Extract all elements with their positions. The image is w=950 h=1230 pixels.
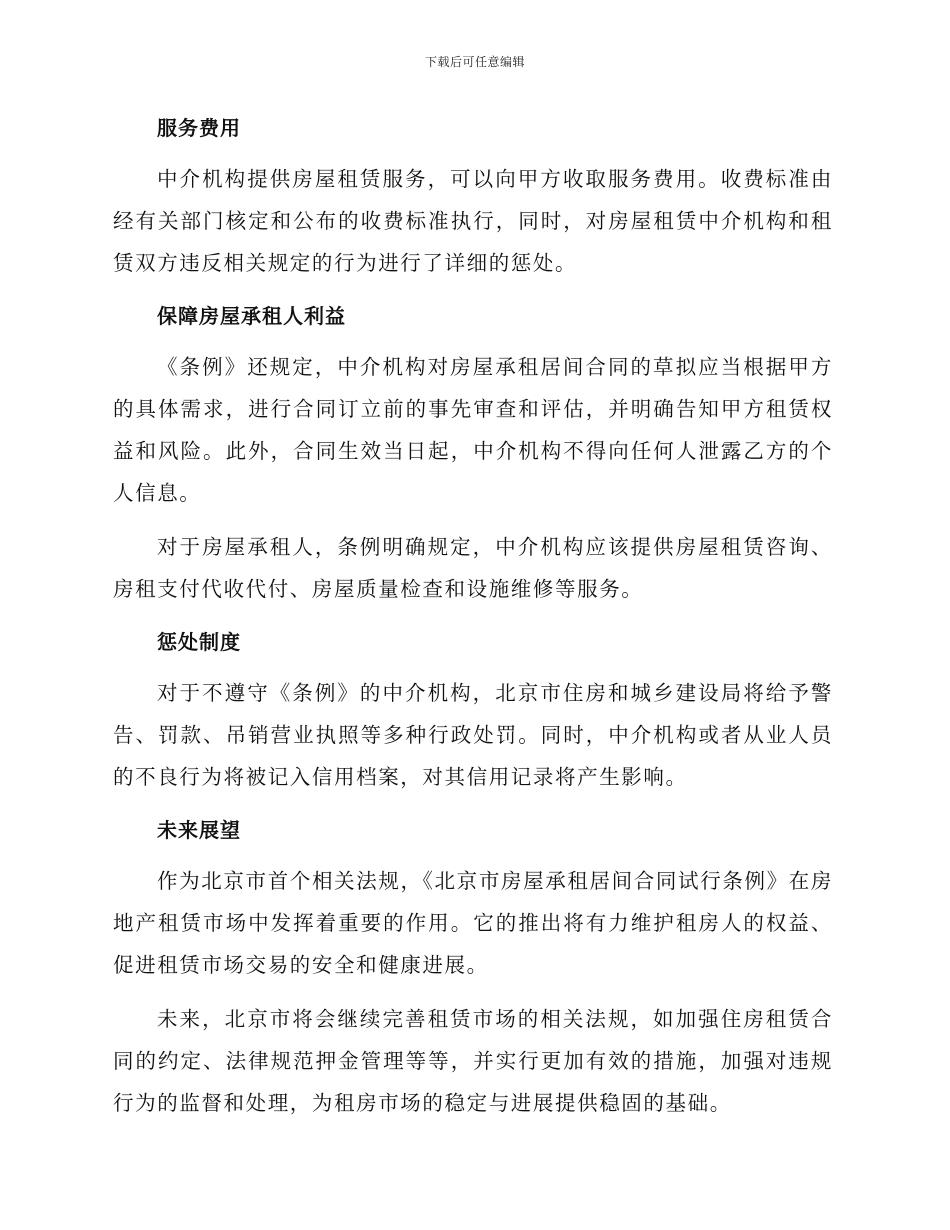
section-heading-tenant-protection: 保障房屋承租人利益 bbox=[157, 304, 346, 328]
section-heading-penalty-system: 惩处制度 bbox=[157, 630, 241, 654]
section-heading-future-outlook: 未来展望 bbox=[157, 818, 241, 842]
paragraph-tenant-protection-2: 对于房屋承租人，条例明确规定，中介机构应该提供房屋租赁咨询、房租支付代收代付、房屋质量检查和设施维修等服务。 bbox=[113, 535, 833, 601]
paragraph-future-outlook-1: 作为北京市首个相关法规，《北京市房屋承租居间合同试行条例》在房地产租赁市场中发挥着重要的作用。它的推出将有力维护租房人的权益、促进租赁市场交易的安全和健康进展。 bbox=[113, 869, 833, 977]
paragraph-tenant-protection-1: 《条例》还规定，中介机构对房屋承租居间合同的草拟应当根据甲方的具体需求，进行合同订立前的事先审查和评估，并明确告知甲方租赁权益和风险。此外，合同生效当日起，中介机构不得向任何人泄露乙方的个人信息。 bbox=[113, 355, 833, 505]
paragraph-service-fee: 中介机构提供房屋租赁服务，可以向甲方收取服务费用。收费标准由经有关部门核定和公布的收费标准执行，同时，对房屋租赁中介机构和租赁双方违反相关规定的行为进行了详细的惩处。 bbox=[113, 167, 833, 275]
paragraph-penalty-system: 对于不遵守《条例》的中介机构，北京市住房和城乡建设局将给予警告、罚款、吊销营业执照等多种行政处罚。同时，中介机构或者从业人员的不良行为将被记入信用档案，对其信用记录将产生影响。 bbox=[113, 681, 833, 789]
paragraph-future-outlook-2: 未来，北京市将会继续完善租赁市场的相关法规，如加强住房租赁合同的约定、法律规范押金管理等等，并实行更加有效的措施，加强对违规行为的监督和处理，为租房市场的稳定与进展提供稳固的基础。 bbox=[113, 1007, 833, 1115]
document-body bbox=[113, 108, 833, 1124]
section-heading-service-fee: 服务费用 bbox=[157, 116, 241, 140]
page-header-note: 下载后可任意编辑 bbox=[424, 55, 525, 69]
